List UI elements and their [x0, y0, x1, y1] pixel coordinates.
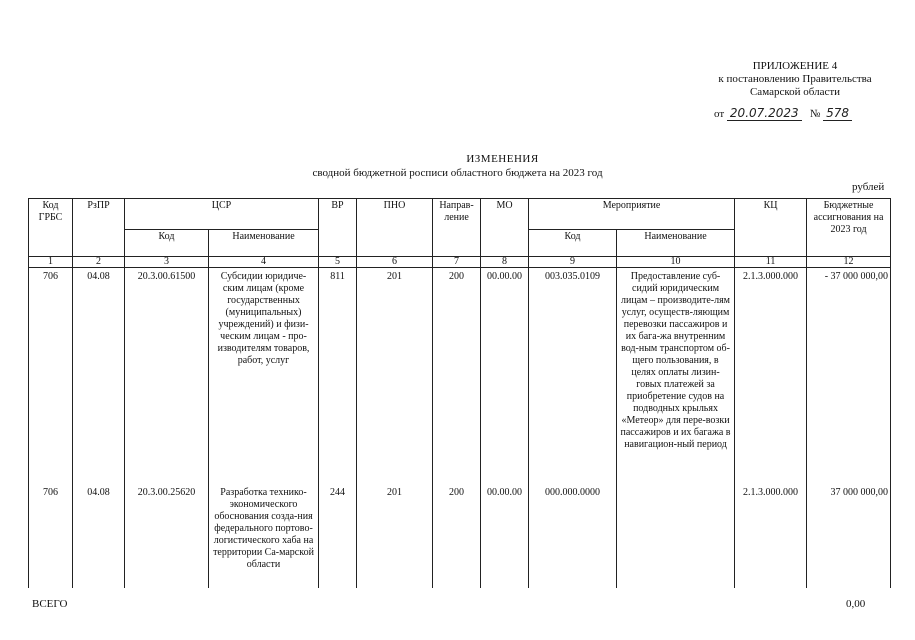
- cell-rzpr: 04.08: [73, 268, 125, 485]
- col-number: 4: [209, 257, 319, 268]
- header-csr-name: Наименование: [209, 230, 319, 257]
- number-handwritten: 578: [823, 106, 852, 121]
- cell-amount: - 37 000 000,00: [807, 268, 891, 485]
- cell-csr-name: Субсидии юридиче-ским лицам (кроме государственных (муниципальных) учреждений) и физи-ческим лицам - про-изводителям товаров, работ, услуг: [209, 268, 319, 485]
- cell-mer-name: [617, 484, 735, 588]
- col-number: 2: [73, 257, 125, 268]
- col-number: 10: [617, 257, 735, 268]
- cell-mo: 00.00.00: [481, 484, 529, 588]
- cell-vr: 244: [319, 484, 357, 588]
- col-number: 11: [735, 257, 807, 268]
- table-row: [29, 268, 891, 485]
- col-number: 9: [529, 257, 617, 268]
- cell-csr-name: Разработка технико-экономического обоснования созда-ния федерального портово-логистического хаба на территории Са-марской области: [209, 484, 319, 588]
- header-mo: МО: [481, 199, 529, 257]
- header-csr-kod: Код: [125, 230, 209, 257]
- header-csr: ЦСР: [125, 199, 319, 230]
- dateline: [714, 106, 852, 120]
- header-budget: Бюджетные ассигнования на 2023 год: [807, 199, 891, 257]
- date-prefix: от: [714, 108, 725, 120]
- cell-amount: 37 000 000,00: [807, 484, 891, 588]
- header-vr: ВР: [319, 199, 357, 257]
- cell-csr-kod: 20.3.00.61500: [125, 268, 209, 485]
- cell-rzpr: 04.08: [73, 484, 125, 588]
- cell-mer-name: Предоставление суб-сидий юридическим лицам – производите-лям услуг, осуществ-ляющим перевозки пассажиров и их бага-жа внутренним вод-ным транспортом об-щего пользования, в целях оплаты лизин-говых платежей за приобретение судов на подводных крыльях «Метеор» для пере-возки пассажиров и их багажа в навигацион-ный период: [617, 268, 735, 485]
- title-line2: сводной бюджетной росписи областного бюджета на 2023 год: [312, 167, 603, 179]
- header-napr: Направ-ление: [433, 199, 481, 257]
- total-amount: 0,00: [846, 598, 866, 610]
- appendix-line2: к постановлению Правительства: [718, 73, 872, 85]
- table-row: [29, 484, 891, 588]
- header-rzpr: РзПР: [73, 199, 125, 257]
- header-mer-name: Наименование: [617, 230, 735, 257]
- appendix-header: [700, 60, 890, 99]
- column-number-row: [29, 257, 891, 268]
- appendix-title: ПРИЛОЖЕНИЕ 4: [752, 60, 838, 72]
- units-label: рублей: [852, 181, 885, 193]
- cell-mo: 00.00.00: [481, 268, 529, 485]
- header-row-1: [29, 199, 891, 230]
- cell-vr: 811: [319, 268, 357, 485]
- col-number: 12: [807, 257, 891, 268]
- col-number: 1: [29, 257, 73, 268]
- cell-grbs: 706: [29, 484, 73, 588]
- col-number: 8: [481, 257, 529, 268]
- col-number: 7: [433, 257, 481, 268]
- col-number: 3: [125, 257, 209, 268]
- header-mer-kod: Код: [529, 230, 617, 257]
- cell-napr: 200: [433, 268, 481, 485]
- cell-kc: 2.1.3.000.000: [735, 484, 807, 588]
- cell-napr: 200: [433, 484, 481, 588]
- cell-csr-kod: 20.3.00.25620: [125, 484, 209, 588]
- budget-table: [28, 198, 891, 588]
- cell-pno: 201: [357, 268, 433, 485]
- cell-mer-kod: 000.000.0000: [529, 484, 617, 588]
- header-pno: ПНО: [357, 199, 433, 257]
- total-label: ВСЕГО: [32, 598, 68, 610]
- cell-mer-kod: 003.035.0109: [529, 268, 617, 485]
- title-line1: ИЗМЕНЕНИЯ: [466, 153, 539, 165]
- appendix-line3: Самарской области: [749, 86, 841, 98]
- col-number: 6: [357, 257, 433, 268]
- cell-kc: 2.1.3.000.000: [735, 268, 807, 485]
- header-kod-grbs: Код ГРБС: [29, 199, 73, 257]
- col-number: 5: [319, 257, 357, 268]
- date-handwritten: 20.07.2023: [727, 106, 802, 121]
- cell-pno: 201: [357, 484, 433, 588]
- document-title: [0, 152, 915, 180]
- header-meropr: Мероприятие: [529, 199, 735, 230]
- cell-grbs: 706: [29, 268, 73, 485]
- header-kc: КЦ: [735, 199, 807, 257]
- number-label: №: [809, 108, 821, 120]
